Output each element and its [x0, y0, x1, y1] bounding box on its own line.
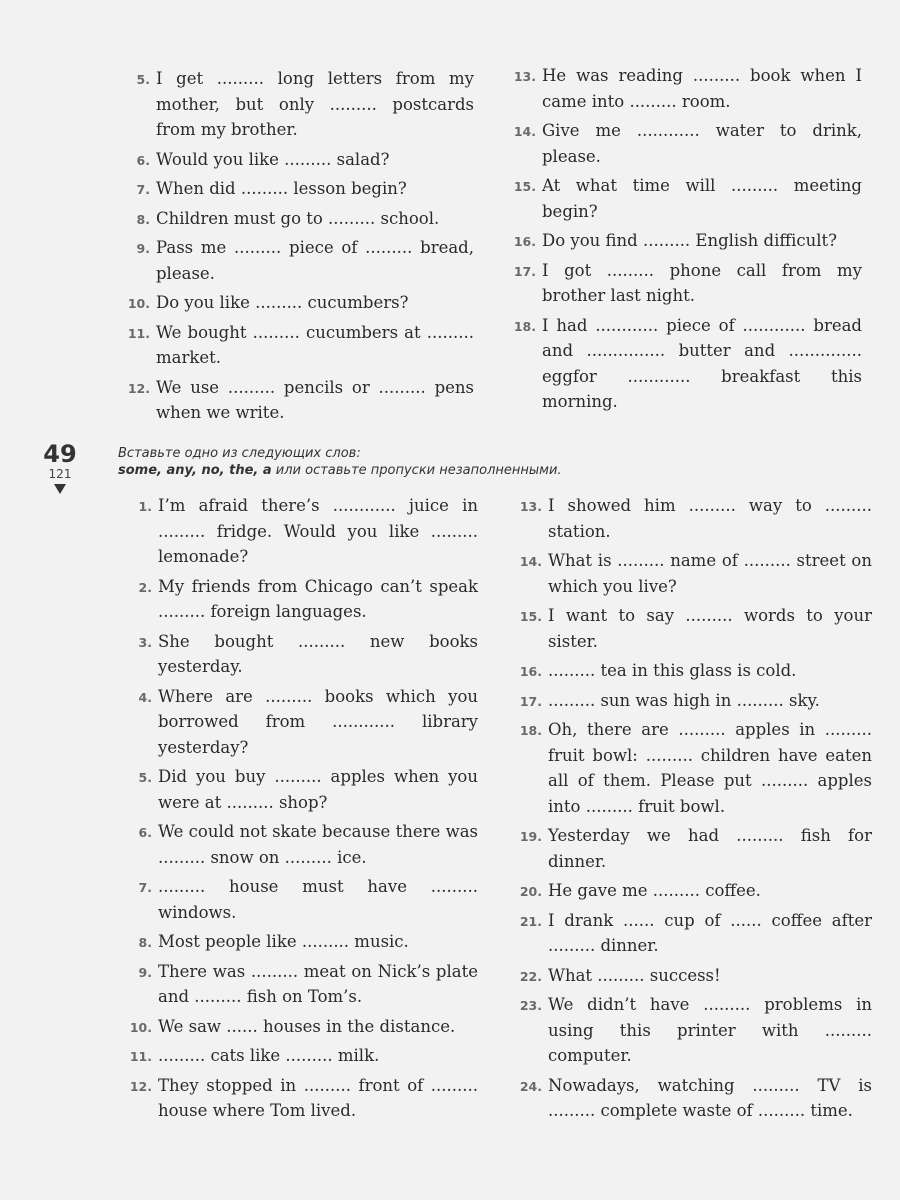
- item-text: I’m afraid there’s ............ juice in ......... fridge. Would you like ......... lemonade?: [158, 496, 478, 566]
- item-text: I got ......... phone call from my brother last night.: [542, 260, 862, 305]
- item-text: We could not skate because there was ......... snow on ......... ice.: [158, 822, 478, 867]
- item-number: 9.: [136, 241, 150, 256]
- item-text: Most people like ......... music.: [158, 932, 409, 951]
- item-number: 14.: [513, 124, 536, 139]
- exercise-48-left-column: [124, 66, 474, 430]
- instruction-line2: [118, 462, 758, 479]
- exercise-item: [124, 290, 474, 316]
- item-text: Oh, there are ......... apples in ......... fruit bowl: ......... children have eaten all of them. Please put ......... apples into ......... fruit bowl.: [548, 720, 872, 816]
- instruction-rest: или оставьте пропуски незаполненными.: [271, 463, 562, 478]
- item-number: 12.: [129, 1078, 152, 1094]
- exercise-item: [126, 929, 478, 955]
- exercise-49-right-column: [516, 493, 872, 1128]
- item-number: 22.: [519, 968, 542, 984]
- exercise-49-left-column: [126, 493, 478, 1128]
- exercise-item: [516, 963, 872, 989]
- item-text: Nowadays, watching ......... TV is ......... complete waste of ......... time.: [548, 1075, 872, 1120]
- item-text: Pass me ......... piece of ......... bread, please.: [156, 238, 474, 283]
- exercise-item: [516, 908, 872, 959]
- exercise-item: [124, 147, 474, 173]
- item-text: We use ......... pencils or ......... pens when we write.: [156, 377, 474, 422]
- item-number: 10.: [127, 296, 150, 311]
- item-text: When did ......... lesson begin?: [156, 179, 407, 198]
- item-text: They stopped in ......... front of ......... house where Tom lived.: [158, 1075, 478, 1120]
- exercise-item: [126, 959, 478, 1010]
- exercise-item: [510, 118, 862, 169]
- exercise-number-block: [40, 441, 80, 494]
- item-number: 15.: [519, 609, 542, 624]
- exercise-item: [126, 574, 478, 625]
- exercise-item: [126, 1043, 478, 1069]
- item-number: 17.: [519, 693, 542, 709]
- exercise-item: [124, 235, 474, 286]
- item-text: I get ......... long letters from my mother, but only ......... postcards from my brother.: [156, 69, 474, 139]
- item-number: 11.: [129, 1049, 152, 1064]
- item-number: 6.: [136, 152, 150, 168]
- item-text: She bought ......... new books yesterday.: [158, 631, 478, 676]
- item-number: 2.: [138, 579, 152, 595]
- item-number: 9.: [138, 964, 152, 980]
- item-number: 8.: [138, 935, 152, 950]
- exercise-item: [516, 878, 872, 904]
- down-arrow-icon: [54, 484, 66, 494]
- exercise-item: [516, 493, 872, 544]
- item-text: Children must go to ......... school.: [156, 208, 440, 228]
- item-number: 10.: [129, 1019, 152, 1035]
- exercise-item: [516, 823, 872, 874]
- item-number: 20.: [519, 884, 542, 899]
- exercise-item: [126, 629, 478, 680]
- item-text: There was ......... meat on Nick’s plate and ......... fish on Tom’s.: [158, 961, 478, 1006]
- item-text: ......... house must have ......... windows.: [158, 877, 478, 922]
- item-number: 23.: [519, 998, 542, 1013]
- item-text: We didn’t have ......... problems in using this printer with ......... computer.: [548, 995, 872, 1065]
- exercise-item: [516, 603, 872, 654]
- exercise-number: 49: [43, 440, 77, 468]
- exercise-item: [124, 66, 474, 143]
- exercise-item: [510, 173, 862, 224]
- item-text: I had ............ piece of ............ bread and ............... butter and .............. eggfor ............ breakfast this morning.: [542, 315, 862, 411]
- exercise-item: [510, 313, 862, 415]
- exercise-48-right-column: [510, 63, 862, 419]
- exercise-item: [516, 548, 872, 599]
- exercise-item: [126, 764, 478, 815]
- item-number: 15.: [513, 179, 536, 194]
- exercise-item: [126, 684, 478, 761]
- item-text: He was reading ......... book when I came into ......... room.: [542, 66, 862, 111]
- exercise-item: [510, 63, 862, 114]
- item-number: 5.: [136, 72, 150, 87]
- item-text: I drank ...... cup of ...... coffee after ......... dinner.: [548, 910, 872, 955]
- item-number: 13.: [513, 69, 536, 84]
- exercise-item: [124, 176, 474, 202]
- item-text: Where are ......... books which you borrowed from ............ library yesterday?: [158, 686, 478, 757]
- exercise-item: [124, 206, 474, 232]
- item-number: 16.: [513, 234, 536, 249]
- exercise-item: [516, 658, 872, 684]
- exercise-item: [124, 320, 474, 371]
- item-number: 12.: [127, 380, 150, 396]
- item-text: I want to say ......... words to your sister.: [548, 606, 872, 651]
- item-text: What is ......... name of ......... street on which you live?: [548, 551, 872, 596]
- item-text: Give me ............ water to drink, please.: [542, 121, 862, 166]
- item-text: Would you like ......... salad?: [156, 149, 390, 169]
- exercise-item: [516, 1073, 872, 1124]
- item-number: 13.: [519, 499, 542, 514]
- exercise-page-ref: 121: [48, 467, 72, 481]
- item-text: Yesterday we had ......... fish for dinner.: [548, 826, 872, 871]
- item-text: ......... cats like ......... milk.: [158, 1046, 380, 1065]
- item-number: 14.: [519, 554, 542, 569]
- item-text: What ......... success!: [548, 965, 721, 985]
- item-text: Do you find ......... English difficult?: [542, 231, 838, 250]
- item-number: 8.: [136, 211, 150, 227]
- item-number: 7.: [136, 182, 150, 197]
- item-text: At what time will ......... meeting begin?: [542, 176, 862, 221]
- exercise-item: [126, 874, 478, 925]
- item-number: 16.: [519, 664, 542, 679]
- instruction-line1: Вставьте одно из следующих слов:: [118, 446, 361, 461]
- item-text: ......... tea in this glass is cold.: [548, 661, 797, 680]
- item-number: 7.: [138, 880, 152, 895]
- item-text: ......... sun was high in ......... sky.: [548, 690, 820, 710]
- item-number: 11.: [127, 325, 150, 341]
- item-number: 5.: [138, 770, 152, 785]
- item-number: 19.: [519, 829, 542, 844]
- exercise-item: [126, 493, 478, 570]
- item-text: He gave me ......... coffee.: [548, 881, 761, 900]
- item-number: 1.: [138, 499, 152, 514]
- item-text: Do you like ......... cucumbers?: [156, 293, 409, 312]
- exercise-item: [126, 1073, 478, 1124]
- item-text: We saw ...... houses in the distance.: [158, 1016, 456, 1036]
- item-number: 17.: [513, 263, 536, 279]
- item-number: 21.: [519, 913, 542, 929]
- item-number: 18.: [519, 723, 542, 738]
- exercise-item: [510, 258, 862, 309]
- item-text: We bought ......... cucumbers at ......... market.: [156, 322, 474, 367]
- exercise-item: [510, 228, 862, 254]
- exercise-item: [126, 819, 478, 870]
- item-number: 6.: [138, 825, 152, 840]
- exercise-item: [516, 688, 872, 714]
- instruction-words: some, any, no, the, a: [118, 463, 272, 478]
- item-text: My friends from Chicago can’t speak ......... foreign languages.: [158, 576, 478, 621]
- exercise-item: [124, 375, 474, 426]
- item-text: Did you buy ......... apples when you were at ......... shop?: [158, 767, 478, 812]
- exercise-item: [516, 717, 872, 819]
- exercise-instruction: [118, 445, 758, 479]
- item-number: 18.: [513, 318, 536, 334]
- item-text: I showed him ......... way to ......... station.: [548, 496, 872, 541]
- item-number: 3.: [138, 634, 152, 650]
- item-number: 24.: [519, 1078, 542, 1094]
- exercise-item: [516, 992, 872, 1069]
- item-number: 4.: [138, 689, 152, 705]
- exercise-item: [126, 1014, 478, 1040]
